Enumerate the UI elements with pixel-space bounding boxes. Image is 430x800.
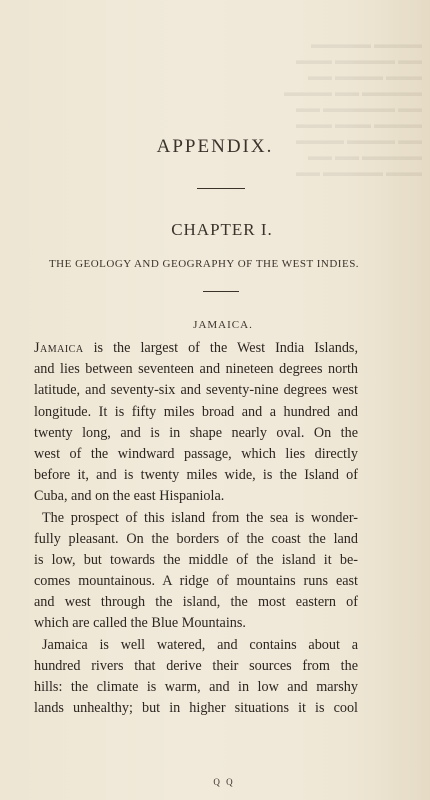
body-text xyxy=(34,338,358,719)
text-line: The prospect of this island from the sea is wonder- xyxy=(42,509,358,526)
section-heading: JAMAICA. xyxy=(193,319,253,331)
paragraph xyxy=(34,508,358,635)
paragraph xyxy=(34,338,358,508)
show-through-text: ▬▬▬▬ ▬▬▬▬▬ ▬▬ ▬▬▬▬▬ ▬▬▬ ▬▬▬ ▬▬▬▬ ▬▬ ▬▬▬▬▬ ▬▬ ▬▬▬▬ ▬▬ ▬▬▬▬▬▬ ▬▬ ▬▬▬▬ ▬▬▬ ▬▬▬ ▬▬ ▬▬▬▬ ▬▬▬▬ ▬▬▬▬▬ ▬▬ ▬▬ ▬▬▬ ▬▬▬▬▬ ▬▬ xyxy=(284,37,422,179)
text-line: fully pleasant. On the borders of the coast the land xyxy=(34,530,358,547)
text-line: longitude. It is fifty miles broad and a hundred and xyxy=(34,403,358,420)
text-line: hills: the climate is warm, and in low and marshy xyxy=(34,679,358,695)
page-title: APPENDIX. xyxy=(156,136,274,157)
text-line: comes mountainous. A ridge of mountains runs east xyxy=(34,573,358,590)
text-line: is low, but towards the middle of the island it be- xyxy=(34,551,358,568)
chapter-divider xyxy=(203,291,239,292)
text-line: Cuba, and on the east Hispaniola. xyxy=(34,488,225,505)
text-line: Jamaica is the largest of the West India Islands, xyxy=(34,340,358,356)
paragraph xyxy=(34,635,358,720)
text-line: Jamaica is well watered, and contains about a xyxy=(42,636,358,653)
text-line: lands unhealthy; but in higher situations it is cool xyxy=(34,700,358,717)
signature-mark: Q Q xyxy=(213,777,235,787)
title-divider xyxy=(197,188,245,189)
lead-word: Jamaica xyxy=(34,340,84,356)
text-line: and lies between seventeen and nineteen degrees north xyxy=(34,361,358,378)
chapter-heading: CHAPTER I. xyxy=(171,220,273,239)
text-line: west of the windward passage, which lies directly xyxy=(34,445,358,462)
text-line: before it, and is twenty miles wide, is the Island of xyxy=(34,467,358,484)
chapter-subtitle: THE GEOLOGY AND GEOGRAPHY OF THE WEST INDIES. xyxy=(48,258,360,270)
text-line: and west through the island, the most eastern of xyxy=(34,594,358,611)
text-line: twenty long, and is in shape nearly oval. On the xyxy=(34,424,358,441)
text-line: latitude, and seventy-six and seventy-nine degrees west xyxy=(34,382,358,399)
text-line: hundred rivers that derive their sources from the xyxy=(34,657,358,674)
text-line: which are called the Blue Mountains. xyxy=(34,615,246,632)
